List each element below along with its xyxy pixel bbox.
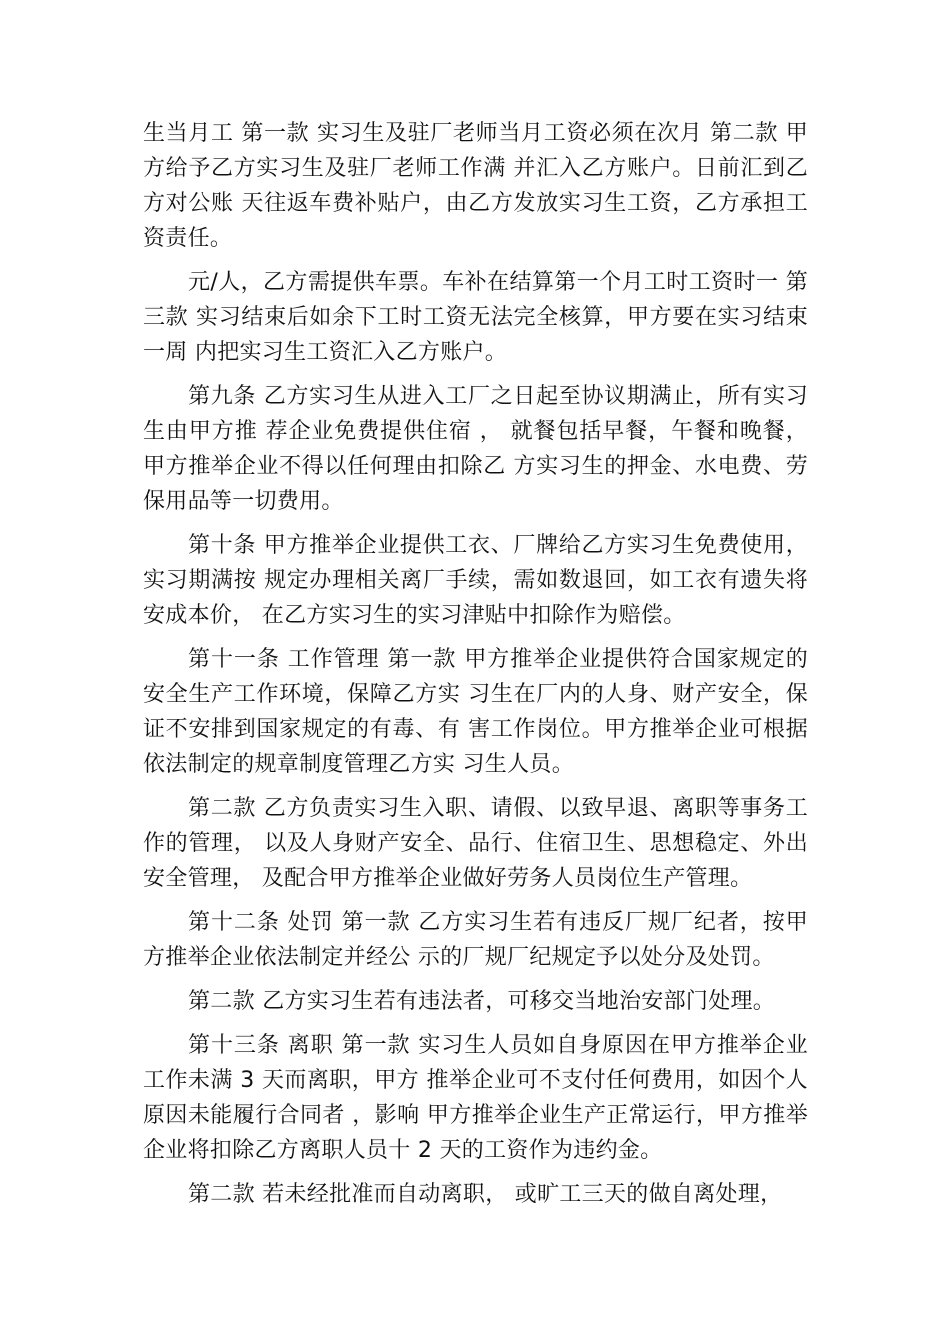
paragraph-article-13: 第十三条 离职 第一款 实习生人员如自身原因在甲方推举企业工作未满 3 天而离职，甲方 推举企业可不支付任何费用，如因个人原因未能履行合同者 ，影响 甲方推举企业生产正常运行，甲方推举企业将扣除乙方离职人员十 2 天的工资作为违约金。 — [143, 1033, 808, 1163]
paragraph-article-9: 第九条 乙方实习生从进入工厂之日起至协议期满止，所有实习生由甲方推 荐企业免费提供住宿 ， 就餐包括早餐，午餐和晚餐，甲方推举企业不得以任何理由扣除乙 方实习生的押金、水电费、劳保用品等一切费用。 — [143, 384, 809, 514]
paragraph-article-12: 第十二条 处罚 第一款 乙方实习生若有违反厂规厂纪者，按甲方推举企业依法制定并经公 示的厂规厂纪规定予以处分及处罚。 — [143, 910, 808, 970]
paragraph-article-12-clause-2: 第二款 乙方实习生若有违法者，可移交当地治安部门处理。 — [188, 989, 776, 1014]
paragraph-article-11: 第十一条 工作管理 第一款 甲方推举企业提供符合国家规定的安全生产工作环境，保障乙方实 习生在厂内的人身、财产安全，保证不安排到国家规定的有毒、有 害工作岗位。甲方推举企业可根据依法制定的规章制度管理乙方实 习生人员。 — [143, 647, 808, 777]
paragraph-article-10: 第十条 甲方推举企业提供工衣、厂牌给乙方实习生免费使用，实习期满按 规定办理相关离厂手续，需如数退回，如工衣有遗失将安成本价， 在乙方实习生的实习津贴中扣除作为赔偿。 — [143, 533, 808, 628]
document-page — [143, 116, 808, 1221]
paragraph-1: 生当月工 第一款 实习生及驻厂老师当月工资必须在次月 第二款 甲方给予乙方实习生及驻厂老师工作满 并汇入乙方账户。日前汇到乙方对公账 天往返车费补贴户，由乙方发放实习生工资，乙方承担工资责任。 — [143, 121, 808, 251]
paragraph-article-13-clause-2: 第二款 若未经批准而自动离职， 或旷工三天的做自离处理， — [188, 1182, 783, 1207]
paragraph-article-11-clause-2: 第二款 乙方负责实习生入职、请假、以致早退、离职等事务工作的管理， 以及人身财产安全、品行、住宿卫生、思想稳定、外出安全管理， 及配合甲方推举企业做好劳务人员岗位生产管理。 — [143, 796, 808, 891]
paragraph-2: 元/人，乙方需提供车票。车补在结算第一个月工时工资时一 第三款 实习结束后如余下工时工资无法完全核算，甲方要在实习结束一周 内把实习生工资汇入乙方账户。 — [143, 270, 808, 365]
